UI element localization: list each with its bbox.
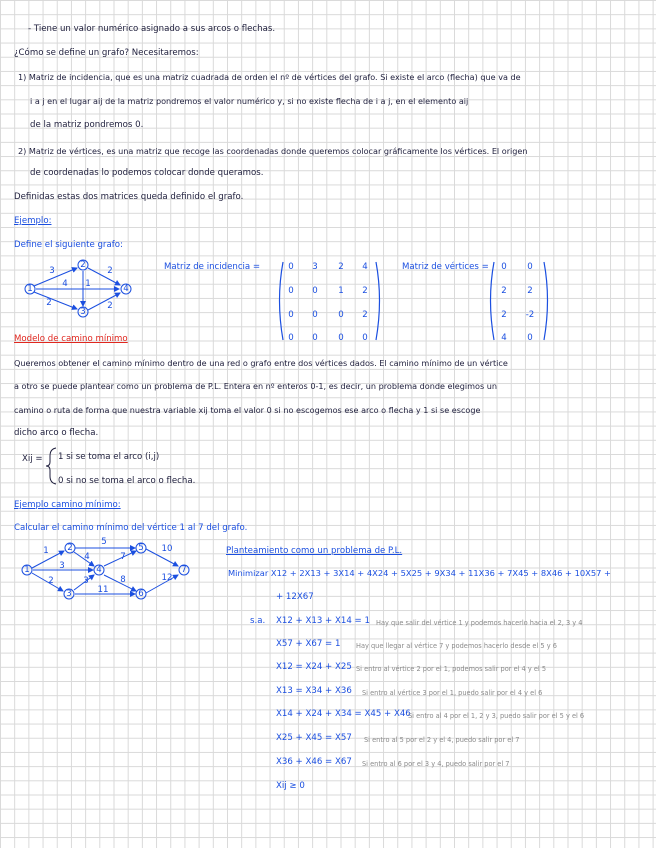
intro-line-3: Definidas estas dos matrices queda definido el grafo. xyxy=(14,192,244,202)
inc-30: 0 xyxy=(288,333,294,343)
sp-paragraph-2: a otro se puede plantear como un problema de P.L. Entera en nº enteros 0-1, es decir, un problema donde elegimos un xyxy=(14,381,498,391)
g1-edge-label-34: 2 xyxy=(107,301,113,311)
g2-node-label-5: 5 xyxy=(138,543,144,553)
inc-21: 0 xyxy=(312,310,318,320)
vtx-01: 0 xyxy=(527,262,533,272)
shortest-path-heading: Modelo de camino mínimo xyxy=(14,334,128,344)
inc-23: 2 xyxy=(362,310,368,320)
xij-case-2: 0 si no se toma el arco o flecha. xyxy=(58,476,196,486)
vtx-20: 2 xyxy=(501,310,507,320)
example2-prompt: Calcular el camino mínimo del vértice 1 al 7 del grafo. xyxy=(14,523,248,533)
vtx-10: 2 xyxy=(501,286,507,296)
g2-node-label-2: 2 xyxy=(67,543,73,553)
vtx-11: 2 xyxy=(527,286,533,296)
item2-line-a: 2) Matriz de vértices, es una matriz que recoge las coordenadas donde queremos colocar gráficamente los vértices. El origen xyxy=(18,146,528,156)
constraint-4-eq: X13 = X34 + X36 xyxy=(276,686,352,696)
intro-line-1: - Tiene un valor numérico asignado a sus arcos o flechas. xyxy=(28,24,276,34)
g2-edge-label-57: 10 xyxy=(161,544,173,554)
incidence-bracket-right xyxy=(376,262,380,340)
inc-11: 0 xyxy=(312,286,318,296)
g1-node-label-1: 1 xyxy=(27,284,33,294)
g2-edge-label-12: 1 xyxy=(43,546,49,556)
vtx-31: 0 xyxy=(527,333,533,343)
g2-edge-label-45: 7 xyxy=(120,552,126,562)
incidence-label: Matriz de incidencia = xyxy=(164,262,261,272)
constraint-4-note: Si entro al vértice 3 por el 1, puedo salir por el 4 y el 6 xyxy=(362,689,543,697)
sp-paragraph-3: camino o ruta de forma que nuestra variable xij toma el valor 0 si no escogemos ese arco o flecha y 1 si se escoge xyxy=(14,405,481,415)
inc-32: 0 xyxy=(338,333,344,343)
vertex-bracket-right xyxy=(544,262,548,340)
constraint-7-note: Si entro al 6 por el 3 y 4, puedo salir por el 7 xyxy=(362,760,510,768)
constraint-3-note: Si entro al vértice 2 por el 1, podemos salir por el 4 y el 5 xyxy=(356,665,547,673)
xij-case-1: 1 si se toma el arco (i,j) xyxy=(58,452,160,462)
g2-edge-label-24: 4 xyxy=(84,552,90,562)
g1-edge-label-24: 2 xyxy=(107,266,113,276)
constraint-6-eq: X25 + X45 = X57 xyxy=(276,733,352,743)
inc-00: 0 xyxy=(288,262,294,272)
vtx-30: 4 xyxy=(501,333,507,343)
constraint-2-note: Hay que llegar al vértice 7 y podemos hacerlo desde el 5 y 6 xyxy=(356,642,557,650)
g1-edge-label-13: 2 xyxy=(46,298,52,308)
objective-function: Minimizar X12 + 2X13 + 3X14 + 4X24 + 5X25 + 9X34 + 11X36 + 7X45 + 8X46 + 10X57 + xyxy=(228,568,612,578)
g2-edge-label-13: 2 xyxy=(48,576,54,586)
inc-33: 0 xyxy=(362,333,368,343)
inc-13: 2 xyxy=(362,286,368,296)
g2-node-label-1: 1 xyxy=(24,565,30,575)
constraint-3-eq: X12 = X24 + X25 xyxy=(276,662,352,672)
incidence-bracket-left xyxy=(280,262,284,340)
g2-edge-label-67: 12 xyxy=(161,573,173,583)
constraint-7-eq: X36 + X46 = X67 xyxy=(276,757,352,767)
vertex-label: Matriz de vértices = xyxy=(402,262,489,272)
sp-paragraph-1: Queremos obtener el camino mínimo dentro de una red o grafo entre dos vértices dados. El camino mínimo de un vértice xyxy=(14,358,508,368)
subject-to-label: s.a. xyxy=(250,616,266,626)
constraint-1-eq: X12 + X13 + X14 = 1 xyxy=(276,616,370,626)
cases-brace xyxy=(46,448,56,484)
g2-edge-label-25: 5 xyxy=(101,537,107,547)
g2-node-label-4: 4 xyxy=(96,565,102,575)
inc-31: 0 xyxy=(312,333,318,343)
g2-edge-label-34: 3 xyxy=(83,576,89,586)
inc-10: 0 xyxy=(288,286,294,296)
constraint-5-eq: X14 + X24 + X34 = X45 + X46 xyxy=(276,709,411,719)
g2-node-label-6: 6 xyxy=(138,589,144,599)
objective-function-cont: + 12X67 xyxy=(276,592,314,602)
g1-edge-label-12: 3 xyxy=(49,266,55,276)
g2-node-label-7: 7 xyxy=(181,565,187,575)
inc-20: 0 xyxy=(288,310,294,320)
g2-node-label-3: 3 xyxy=(66,589,72,599)
example1-prompt: Define el siguiente grafo: xyxy=(14,240,123,250)
sp-paragraph-4: dicho arco o flecha. xyxy=(14,428,99,438)
g1-node-label-2: 2 xyxy=(80,260,86,270)
g1-edge-label-23: 1 xyxy=(85,279,91,289)
inc-01: 3 xyxy=(312,262,318,272)
g2-edge-label-14: 3 xyxy=(59,561,65,571)
example1-heading: Ejemplo: xyxy=(14,216,52,226)
vertex-bracket-left xyxy=(491,262,495,340)
constraint-nonneg: Xij ≥ 0 xyxy=(276,781,305,791)
inc-03: 4 xyxy=(362,262,368,272)
inc-12: 1 xyxy=(338,286,344,296)
item1-line-c: de la matriz pondremos 0. xyxy=(30,120,144,130)
g2-edge-label-36: 11 xyxy=(97,585,109,595)
xij-label: Xij = xyxy=(22,454,43,464)
intro-line-2: ¿Cómo se define un grafo? Necesitaremos: xyxy=(14,48,199,58)
item1-line-a: 1) Matriz de incidencia, que es una matriz cuadrada de orden el nº de vértices del grafo. Si existe el arco (flecha) que va de xyxy=(18,72,521,82)
constraint-5-note: Si entro al 4 por el 1, 2 y 3, puedo salir por el 5 y el 6 xyxy=(408,712,585,720)
constraint-1-note: Hay que salir del vértice 1 y podemos hacerlo hacia el 2, 3 y 4 xyxy=(376,619,583,627)
item2-line-b: de coordenadas lo podemos colocar donde queramos. xyxy=(30,168,264,178)
g2-edge-label-46: 8 xyxy=(120,575,126,585)
vtx-00: 0 xyxy=(501,262,507,272)
g1-node-label-4: 4 xyxy=(123,284,129,294)
vtx-21: -2 xyxy=(525,310,535,320)
constraint-6-note: Si entro al 5 por el 2 y el 4, puedo salir por el 7 xyxy=(364,736,520,744)
g1-edge-label-14: 4 xyxy=(62,279,68,289)
g1-node-label-3: 3 xyxy=(80,307,86,317)
example2-heading: Ejemplo camino mínimo: xyxy=(14,500,121,510)
item1-line-b: i a j en el lugar aij de la matriz pondremos el valor numérico y, si no existe flecha de i a j, en el elemento aij xyxy=(30,96,469,106)
planteamiento-heading: Planteamiento como un problema de P.L. xyxy=(226,546,403,556)
constraint-2-eq: X57 + X67 = 1 xyxy=(276,639,341,649)
inc-22: 0 xyxy=(338,310,344,320)
inc-02: 2 xyxy=(338,262,344,272)
